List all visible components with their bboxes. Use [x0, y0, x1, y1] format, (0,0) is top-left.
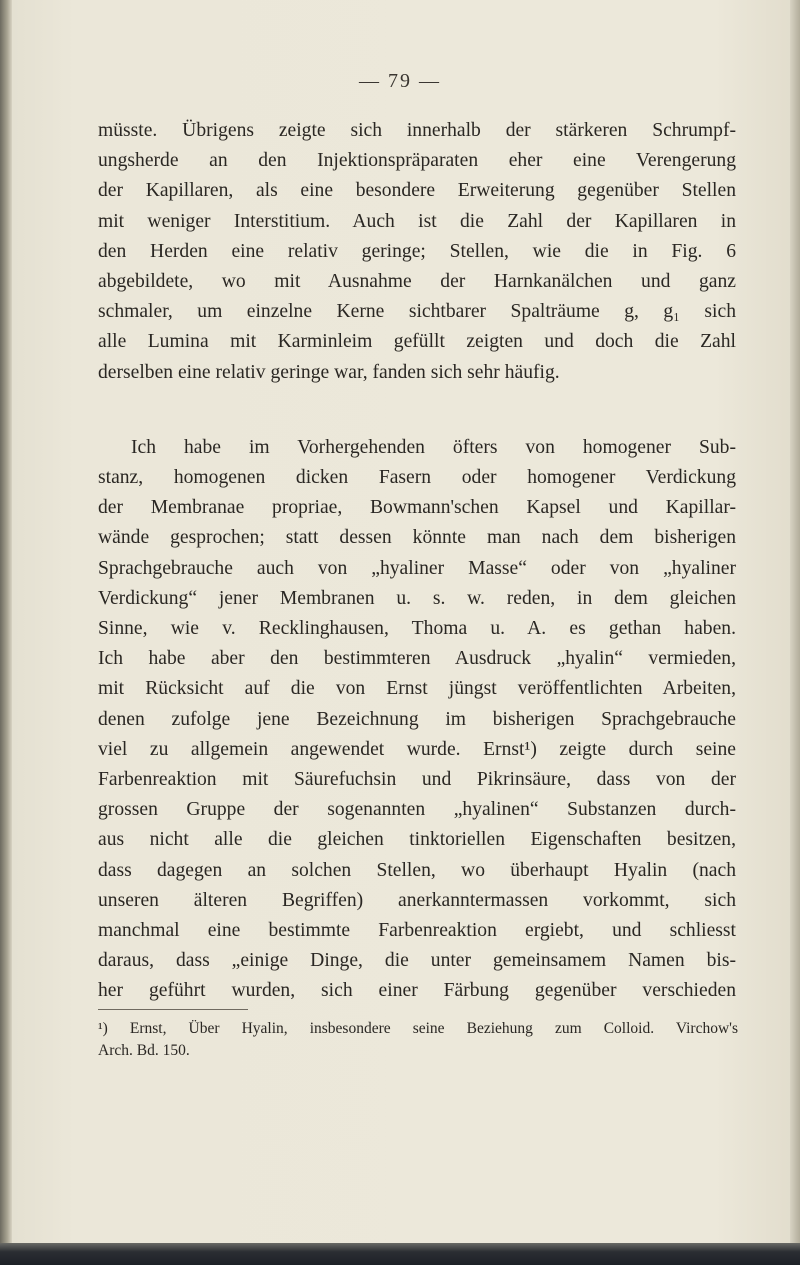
text-line: mit Rücksicht auf die von Ernst jüngst veröffentlichten Arbeiten, — [98, 678, 736, 700]
text-line: alle Lumina mit Karminleim gefüllt zeigten und doch die Zahl — [98, 331, 736, 353]
text-line: den Herden eine relativ geringe; Stellen, wie die in Fig. 6 — [98, 240, 736, 262]
paragraph-2 — [98, 433, 736, 1007]
text-line: dass dagegen an solchen Stellen, wo überhaupt Hyalin (nach — [98, 859, 736, 881]
text-line: schmaler, um einzelne Kerne sichtbarer Spalträume g, g₁ sich — [98, 301, 736, 323]
text-line: Ich habe aber den bestimmteren Ausdruck „hyalin“ vermieden, — [98, 648, 736, 670]
text-line: grossen Gruppe der sogenannten „hyalinen“ Substanzen durch- — [98, 799, 736, 821]
text-line: derselben eine relativ geringe war, fanden sich sehr häufig. — [98, 361, 560, 383]
paragraph-1 — [98, 116, 736, 388]
text-line: Verdickung“ jener Membranen u. s. w. reden, in dem gleichen — [98, 587, 736, 609]
scan-bottom-edge — [0, 1243, 800, 1265]
text-line: wände gesprochen; statt dessen könnte man nach dem bisherigen — [98, 527, 736, 549]
text-line: der Kapillaren, als eine besondere Erweiterung gegenüber Stellen — [98, 180, 736, 202]
text-line: aus nicht alle die gleichen tinktoriellen Eigenschaften besitzen, — [98, 829, 736, 851]
page-number: — 79 — — [359, 70, 441, 92]
text-line: daraus, dass „einige Dinge, die unter gemeinsamem Namen bis- — [98, 950, 736, 972]
footnote — [98, 1018, 738, 1062]
page-gutter-shadow — [0, 0, 12, 1265]
text-line: Farbenreaktion mit Säurefuchsin und Pikrinsäure, dass von der — [98, 769, 736, 791]
footnote-line: Arch. Bd. 150. — [98, 1042, 190, 1059]
text-line: Sprachgebrauche auch von „hyaliner Masse“ oder von „hyaliner — [98, 557, 736, 579]
text-line: mit weniger Interstitium. Auch ist die Zahl der Kapillaren in — [98, 210, 736, 232]
text-line: Sinne, wie v. Recklinghausen, Thoma u. A. es gethan haben. — [98, 618, 736, 640]
text-line: stanz, homogenen dicken Fasern oder homogener Verdickung — [98, 467, 736, 489]
paragraph-gap — [98, 388, 736, 433]
text-line: viel zu allgemein angewendet wurde. Ernst¹) zeigte durch seine — [98, 738, 736, 760]
text-line: abgebildete, wo mit Ausnahme der Harnkanälchen und ganz — [98, 271, 736, 293]
text-line: müsste. Übrigens zeigte sich innerhalb der stärkeren Schrumpf- — [98, 120, 736, 141]
body-text — [98, 116, 736, 1007]
text-line: Ich habe im Vorhergehenden öfters von homogener Sub- — [131, 436, 736, 458]
text-line: manchmal eine bestimmte Farbenreaktion ergiebt, und schliesst — [98, 920, 736, 942]
text-line: denen zufolge jene Bezeichnung im bisherigen Sprachgebrauche — [98, 708, 736, 730]
page-right-edge — [790, 0, 800, 1265]
text-line: unseren älteren Begriffen) anerkanntermassen vorkommt, sich — [98, 889, 736, 911]
footnote-line: ¹) Ernst, Über Hyalin, insbesondere seine Beziehung zum Colloid. Virchow's — [98, 1020, 738, 1037]
footnote-divider — [98, 1009, 248, 1010]
text-line: her geführt wurden, sich einer Färbung gegenüber verschieden — [98, 980, 736, 1002]
text-line: ungsherde an den Injektionspräparaten eher eine Verengerung — [98, 150, 736, 172]
text-line: der Membranae propriae, Bowmann'schen Kapsel und Kapillar- — [98, 497, 736, 519]
